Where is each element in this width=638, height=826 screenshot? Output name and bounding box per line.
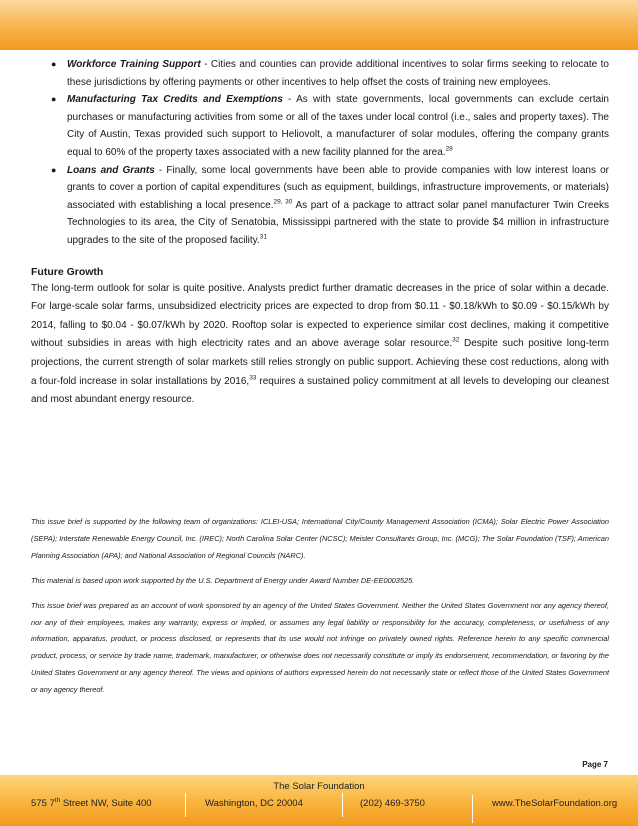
bullet-icon: ● (51, 94, 57, 105)
list-item-text: - Cities and counties can provide additional incentives to solar firms seeking to relocate to these jurisdictions by offering payments or other incentives to help offset the costs of training new employees. (67, 59, 609, 88)
list-item-text-continued: As part of a package to attract solar panel manufacturer Twin Creeks Technologies to its area, the City of Senatobia, Mississippi partnered with the state to provide $4 million in infrastructure upgrades to the site of the proposed facility. (67, 199, 610, 246)
paragraph-text: Despite such positive long-term projections, the current strength of solar markets still relies strongly on public support. Achieving these cost reductions, along with a four-fold increase in solar installations by 2016, (31, 338, 609, 387)
main-content (31, 56, 609, 410)
incentive-list (31, 56, 609, 250)
list-item-text: - Finally, some local governments have been able to provide companies with low interest loans or grants to cover a portion of capital expenditures (such as equipment, buildings, infrastructure improvements, or materials) associated with establishing a local presence. (67, 164, 609, 211)
footer-divider (472, 795, 473, 823)
paragraph-text: The long-term outlook for solar is quite positive. Analysts predict further dramatic decreases in the price of solar within a decade. For large-scale solar farms, unsubsidized electricity prices are expected to drop from $0.11 - $0.18/kWh to $0.09 - $0.15/kWh by 2014, falling to $0.04 - $0.07/kWh by 2020. Rooftop solar is expected to experience similar cost declines, making it competitive without subsidies in areas with high electricity rates and an above average solar resource. (31, 282, 609, 350)
footnote-ref: 29, 30 (273, 198, 293, 206)
list-item-term: Loans and Grants (67, 164, 155, 176)
list-item-term: Manufacturing Tax Credits and Exemptions (67, 94, 283, 106)
footer-website-link[interactable]: www.TheSolarFoundation.org (492, 798, 618, 809)
footer (0, 775, 638, 826)
bullet-icon: ● (51, 59, 57, 69)
disclaimer-notes (31, 514, 609, 707)
note-award: This material is based upon work supported by the U.S. Department of Energy under Award Number DE-EE0003525. (31, 575, 415, 585)
page-number: Page 7 (582, 760, 608, 769)
footnote-ref: 31 (259, 233, 267, 241)
list-item (31, 162, 609, 250)
footer-phone: (202) 469-3750 (360, 798, 425, 809)
bullet-icon: ● (51, 164, 57, 175)
note-support: This issue brief is supported by the following team of organizations: ICLEI-USA; International City/County Management Association (ICMA); Solar Electric Power Association (SEPA); Interstate Renewable Energy Council, Inc. (IREC); North Carolina Solar Center (NCSC); Meister Consultants Group, Inc. (MCG); The Solar Foundation (TSF); American Planning Association (APA); and National Association of Regional Councils (NARC). (31, 517, 609, 560)
footer-divider (185, 793, 186, 817)
list-item-term: Workforce Training Support (67, 59, 201, 70)
footer-org-name: The Solar Foundation (273, 781, 365, 792)
section-title: Future Growth (31, 265, 104, 278)
footer-divider (342, 793, 343, 817)
header-band (0, 0, 638, 50)
list-item (31, 91, 609, 161)
footnote-ref: 33 (249, 374, 257, 382)
footer-address (31, 798, 152, 809)
footnote-ref: 32 (452, 336, 460, 344)
list-item (31, 56, 609, 91)
section-body (31, 280, 609, 410)
note-disclaimer: This issue brief was prepared as an account of work sponsored by an agency of the United States Government. Neither the United States Government nor any agency thereof, nor any of their employees, makes any warranty, express or implied, or assumes any legal liability or responsibility for the accuracy, completeness, or usefulness of any information, apparatus, product, or process disclosed, or represents that its use would not infringe on privately owned rights. Reference herein to any specific commercial product, process, or service by trade name, trademark, manufacturer, or otherwise does not necessarily constitute or imply its endorsement, recommendation, or favoring by the United States Government or any agency thereof. The views and opinions of authors expressed herein do not necessarily state or reflect those of the United States Government or any agency thereof. (31, 600, 609, 695)
footer-address-sup: th (54, 796, 61, 804)
footer-address-suite: Street NW, Suite 400 (60, 798, 152, 809)
paragraph-text: requires a sustained policy commitment at all levels to developing our cleanest and most abundant energy resource. (31, 375, 609, 406)
footnote-ref: 28 (445, 145, 453, 153)
list-item-text: - As with state governments, local governments can exclude certain purchases or manufacturing activities from some or all of the taxes under local control (i.e., sales and property taxes). The City of Austin, Texas provided such support to Heliovolt, a manufacturer of solar modules, offering the company grants equal to 60% of the property taxes associated with a new facility planned for the area. (67, 94, 609, 158)
footer-address-street: 575 7 (31, 798, 55, 809)
footer-city: Washington, DC 20004 (205, 798, 303, 809)
